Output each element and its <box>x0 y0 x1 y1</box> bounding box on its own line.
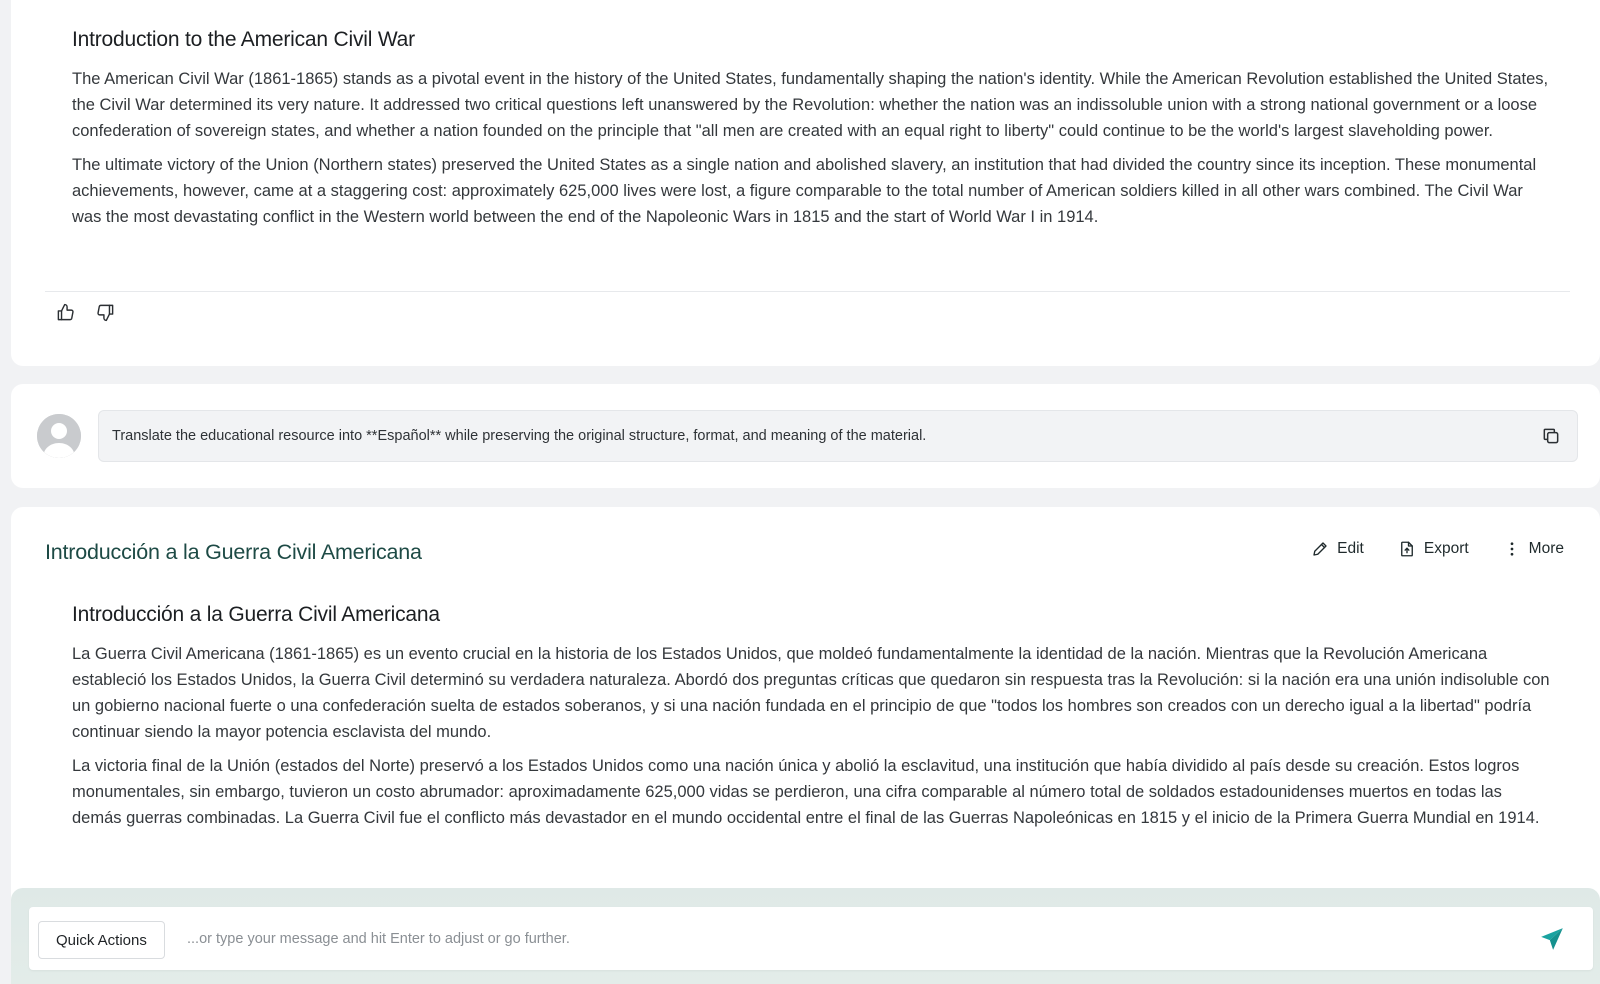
response-actions <box>1311 540 1564 558</box>
translated-content <box>72 603 1552 839</box>
copy-icon <box>1541 426 1561 446</box>
user-avatar-icon <box>37 414 81 458</box>
prompt-text: Translate the educational resource into **Español** while preserving the original structure, format, and meaning of the material. <box>112 428 927 444</box>
translated-header-title: Introducción a la Guerra Civil Americana <box>45 540 422 564</box>
edit-button[interactable] <box>1311 540 1364 558</box>
send-icon <box>1539 926 1565 952</box>
more-button[interactable] <box>1503 540 1564 558</box>
original-paragraph-2: The ultimate victory of the Union (Northern states) preserved the United States as a single nation and abolished slavery, an institution that had divided the country since its inception. These monumental achievements, however, came at a staggering cost: approximately 625,000 lives were lost, a figure comparable to the total number of American soldiers killed in all other wars combined. The Civil War was the most devastating conflict in the Western world between the end of the Napoleonic Wars in 1815 and the start of World War I in 1914. <box>72 156 1537 226</box>
thumbs-up-button[interactable] <box>51 298 79 326</box>
send-button[interactable] <box>1539 926 1565 952</box>
message-input[interactable] <box>187 921 1527 957</box>
user-avatar <box>37 414 81 458</box>
card-divider <box>45 291 1570 292</box>
export-button[interactable] <box>1398 540 1469 558</box>
feedback-bar <box>51 298 119 326</box>
original-content <box>72 28 1552 238</box>
original-paragraph-1: The American Civil War (1861-1865) stands as a pivotal event in the history of the United States, fundamentally shaping the nation's identity. While the American Revolution established the United States, the Civil War determined its very nature. It addressed two critical questions left unanswered by the Revolution: whether the nation was an indissoluble union with a strong national government or a loose confederation of sovereign states, and whether a nation founded on the principle that "all men are created with an equal right to liberty" could continue to be the world's largest slaveholding power. <box>72 70 1549 140</box>
original-title: Introduction to the American Civil War <box>72 28 415 51</box>
copy-button[interactable] <box>1541 426 1563 448</box>
translated-paragraph-2: La victoria final de la Unión (estados del Norte) preservó a los Estados Unidos como una nación única y abolió la esclavitud, una institución que había dividido al país desde su creación. Estos logros monumentales, sin embargo, tuvieron un costo abrumador: aproximadamente 625,000 vidas se perdieron, una cifra comparable al número total de soldados estadounidenses muertos en todas las demás guerras combinadas. La Guerra Civil fue el conflicto más devastador en el mundo occidental entre el final de las Guerras Napoleónicas en 1815 y el inicio de la Primera Guerra Mundial en 1914. <box>72 757 1540 827</box>
more-label: More <box>1528 540 1564 557</box>
thumbs-down-button[interactable] <box>91 298 119 326</box>
vertical-dots-icon <box>1503 540 1521 558</box>
prompt-bubble <box>98 410 1578 462</box>
export-label: Export <box>1423 540 1469 557</box>
translated-title: Introducción a la Guerra Civil Americana <box>72 603 440 626</box>
thumbs-up-icon <box>56 303 75 322</box>
composer-bar <box>29 907 1593 970</box>
translated-paragraph-1: La Guerra Civil Americana (1861-1865) es un evento crucial en la historia de los Estados Unidos, que moldeó fundamentalmente la identidad de la nación. Mientras que la Revolución Americana estableció los Estados Unidos, la Guerra Civil determinó su verdadera naturaleza. Abordó dos preguntas críticas que quedaron sin respuesta tras la Revolución: si la nación era una unión indisoluble con un gobierno nacional fuerte o una confederación suelta de estados soberanos, y si una nación fundada en el principio de que "todos los hombres son creados con un derecho igual a la libertad" podría continuar siendo la mayor potencia esclavista del mundo. <box>72 645 1550 741</box>
user-prompt-card <box>11 384 1600 488</box>
edit-label: Edit <box>1337 540 1364 557</box>
pencil-icon <box>1311 540 1329 558</box>
file-export-icon <box>1398 540 1416 558</box>
thumbs-down-icon <box>96 303 115 322</box>
original-response-card <box>11 0 1600 366</box>
quick-actions-button[interactable]: Quick Actions <box>38 921 165 959</box>
